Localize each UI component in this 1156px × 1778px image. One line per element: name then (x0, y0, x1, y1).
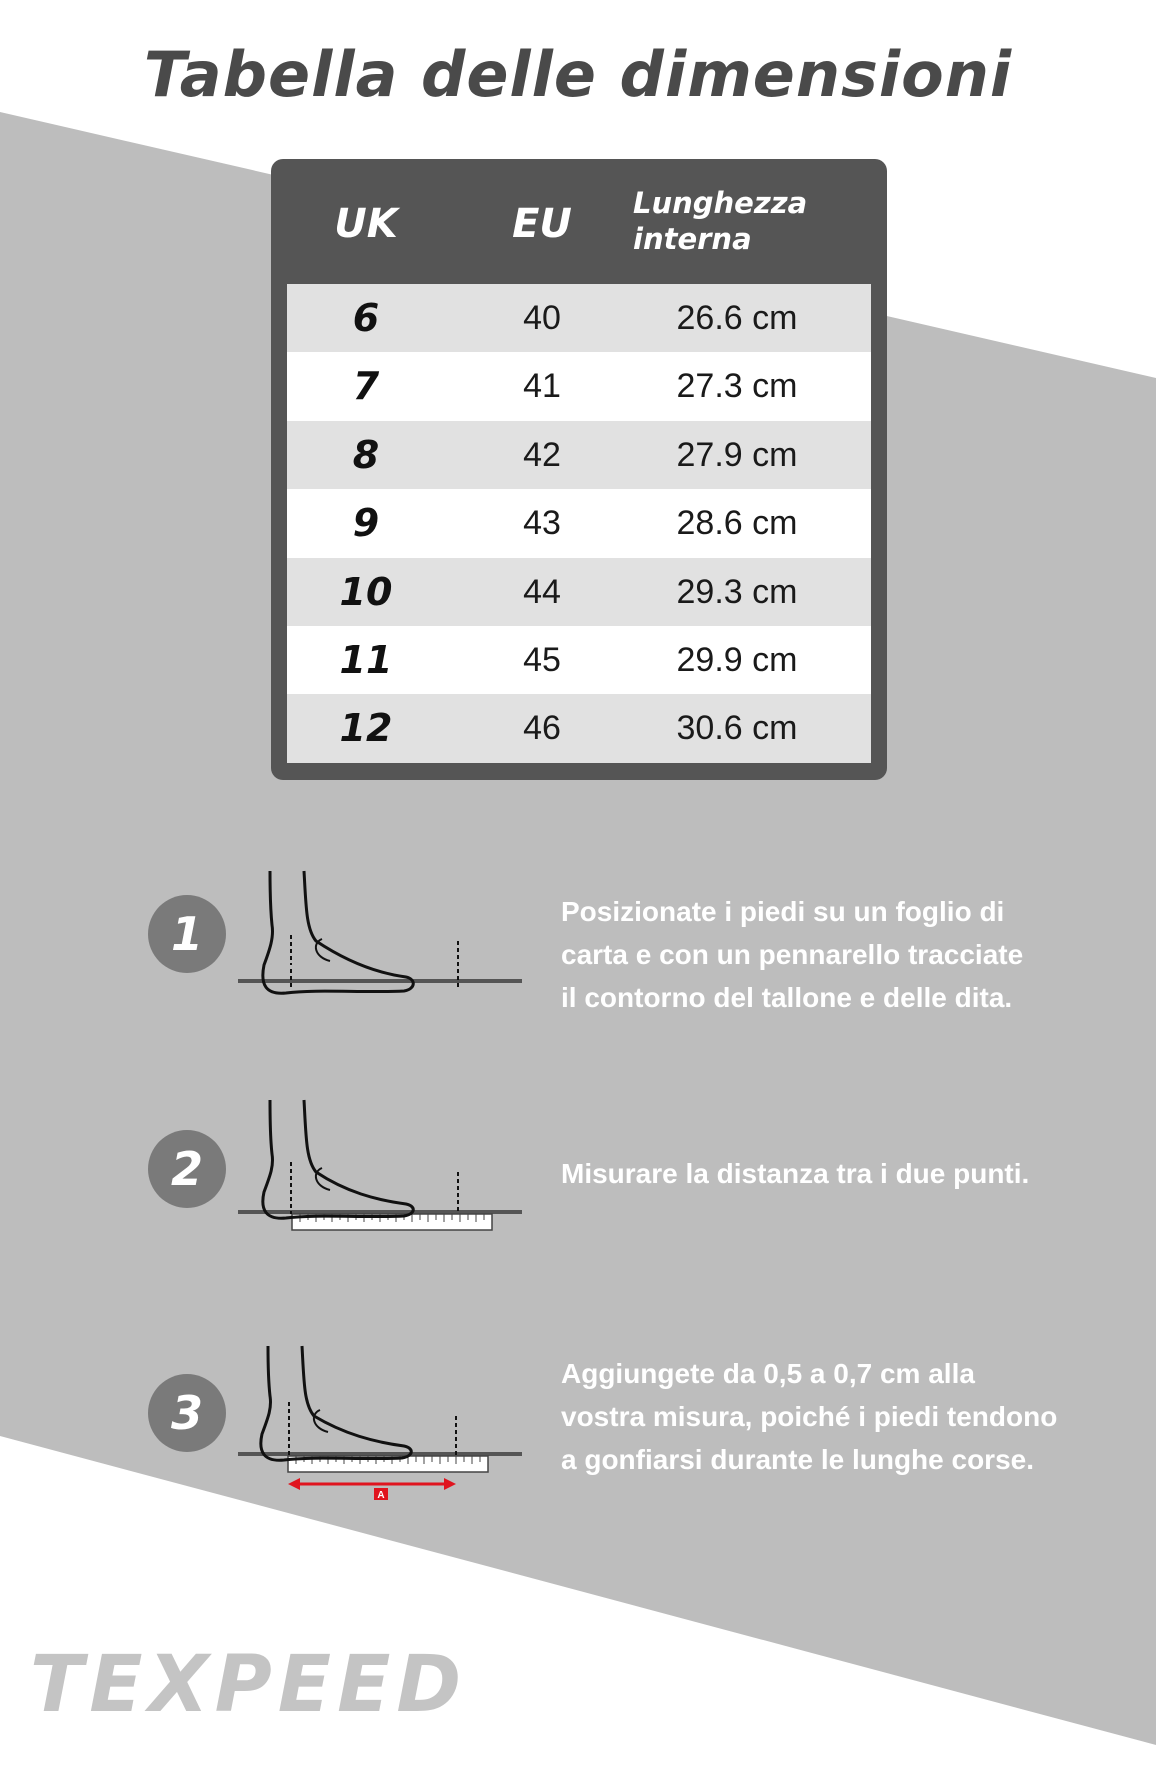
page-title: Tabella delle dimensioni (143, 38, 1013, 111)
step-1-line-2: carta e con un pennarello tracciate (561, 939, 1024, 970)
cell-uk: 10 (339, 569, 393, 614)
table-header (287, 159, 871, 284)
cell-eu: 41 (523, 367, 561, 406)
step-1-text (561, 890, 1121, 1019)
cell-length: 27.3 cm (676, 367, 798, 406)
step-1-line-1: Posizionate i piedi su un foglio di (561, 896, 1005, 927)
ruler-marker-label: A (377, 1490, 385, 1501)
foot-outline-icon (236, 865, 526, 1000)
cell-uk: 7 (352, 364, 380, 409)
cell-length: 30.6 cm (676, 709, 798, 748)
cell-eu: 40 (523, 299, 561, 337)
cell-uk: 9 (352, 501, 380, 546)
step-1-line-3: il contorno del tallone e delle dita. (561, 982, 1013, 1013)
foot-on-ruler-icon (236, 1096, 526, 1236)
table-row (287, 626, 871, 694)
cell-uk: 8 (352, 432, 380, 477)
cell-uk: 11 (339, 637, 393, 682)
header-eu: EU (512, 201, 572, 247)
step-3-line-3: a gonfiarsi durante le lunghe corse. (561, 1444, 1034, 1475)
table-row (287, 421, 871, 489)
cell-length: 27.9 cm (676, 435, 798, 474)
cell-uk: 12 (339, 706, 393, 751)
cell-length: 26.6 cm (676, 299, 798, 337)
table-row (287, 558, 871, 626)
step-3-line-2: vostra misura, poiché i piedi tendono (561, 1401, 1058, 1432)
table-row (287, 489, 871, 557)
cell-eu: 46 (523, 709, 561, 748)
table-body (287, 284, 871, 763)
header-length (633, 185, 883, 257)
table-row (287, 694, 871, 762)
cell-uk: 6 (352, 296, 380, 340)
header-uk: UK (334, 201, 398, 247)
step-number-badge: 1 (148, 895, 226, 973)
cell-length: 29.3 cm (676, 572, 798, 611)
step-2-line-1: Misurare la distanza tra i due punti. (561, 1158, 1030, 1189)
brand-logo: TEXPEED (30, 1640, 468, 1730)
cell-length: 29.9 cm (676, 640, 798, 679)
step-2-text (561, 1152, 1121, 1195)
step-number-badge: 3 (148, 1374, 226, 1452)
cell-eu: 44 (523, 572, 561, 611)
header-length-line2: interna (633, 222, 752, 256)
table-row (287, 352, 871, 420)
table-row (287, 284, 871, 352)
cell-eu: 43 (523, 504, 561, 543)
size-table (271, 159, 887, 780)
step-number-badge: 2 (148, 1130, 226, 1208)
step-3-text (561, 1352, 1121, 1481)
foot-measure-icon (236, 1342, 526, 1512)
cell-eu: 45 (523, 640, 561, 679)
step-3-line-1: Aggiungete da 0,5 a 0,7 cm alla (561, 1358, 975, 1389)
cell-length: 28.6 cm (676, 504, 798, 543)
cell-eu: 42 (523, 435, 561, 474)
header-length-line1: Lunghezza (633, 186, 808, 220)
